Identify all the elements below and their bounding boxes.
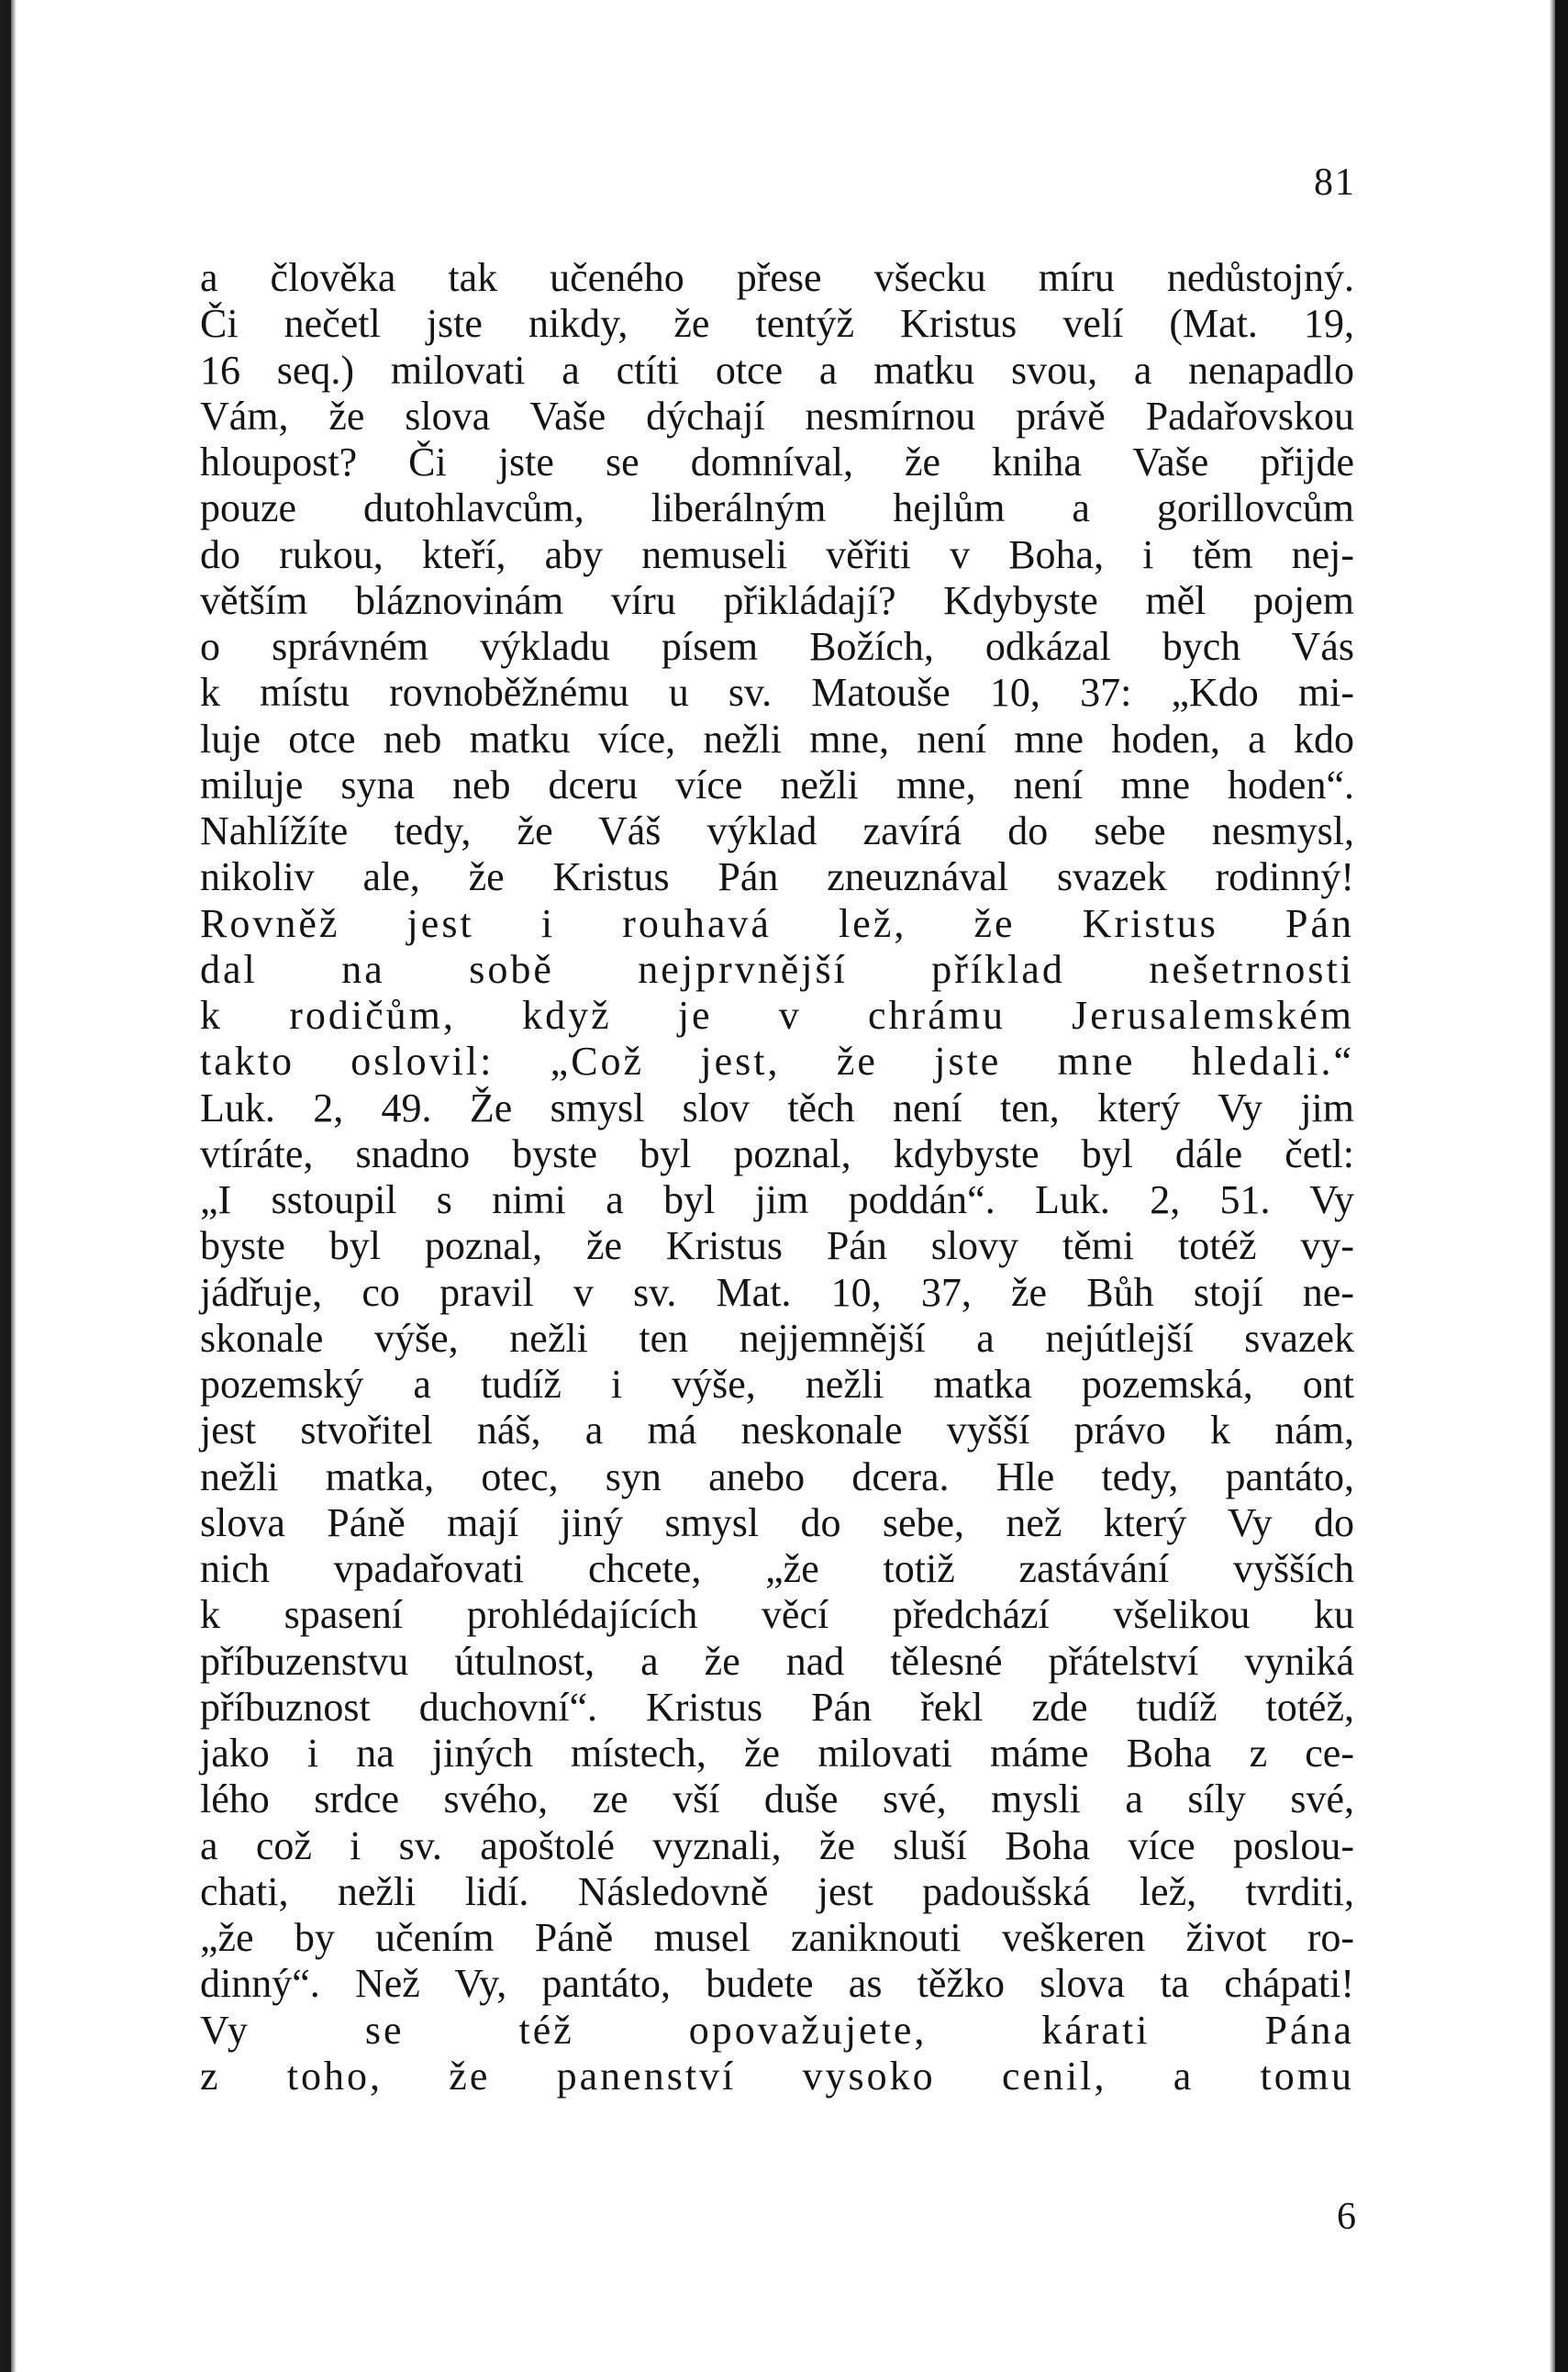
text-line: k rodičům, když je v chrámu Jerusalemském xyxy=(200,993,1354,1038)
text-line: větším bláznovinám víru přikládají? Kdybyste měl pojem xyxy=(200,577,1354,623)
text-line: Nahlížíte tedy, že Váš výklad zavírá do sebe nesmysl, xyxy=(200,808,1354,853)
text-line: jako i na jiných místech, že milovati máme Boha z ce- xyxy=(200,1731,1354,1776)
text-line: a což i sv. apoštolé vyznali, že sluší Boha více poslou- xyxy=(200,1822,1354,1868)
text-line: nich vpadařovati chcete, „že totiž zastávání vyšších xyxy=(200,1546,1354,1591)
text-line: pozemský a tudíž i výše, nežli matka pozemská, ont xyxy=(200,1362,1354,1407)
text-line: lého srdce svého, ze vší duše své, mysli a síly své, xyxy=(200,1776,1354,1822)
text-line: luje otce neb matku více, nežli mne, není mne hoden, a kdo xyxy=(200,716,1354,762)
text-line: jest stvořitel náš, a má neskonale vyšší právo k nám, xyxy=(200,1408,1354,1453)
text-line: Luk. 2, 49. Že smysl slov těch není ten, který Vy jim xyxy=(200,1085,1354,1130)
scan-border-left xyxy=(0,0,11,2372)
text-line: k spasení prohlédajících věcí předchází všelikou ku xyxy=(200,1592,1354,1638)
text-line: byste byl poznal, že Kristus Pán slovy těmi totéž vy- xyxy=(200,1223,1354,1269)
text-line: Či nečetl jste nikdy, že tentýž Kristus velí (Mat. 19, xyxy=(200,301,1354,347)
text-line: 16 seq.) milovati a ctíti otce a matku svou, a nenapadlo xyxy=(200,347,1354,393)
text-line: příbuznost duchovní“. Kristus Pán řekl zde tudíž totéž, xyxy=(200,1684,1354,1730)
text-line: do rukou, kteří, aby nemuseli věřiti v Boha, i těm nej- xyxy=(200,531,1354,577)
text-line: pouze dutohlavcům, liberálným hejlům a gorillovcům xyxy=(200,485,1354,531)
page-edge-left xyxy=(11,0,17,2372)
text-line: Rovněž jest i rouhavá lež, že Kristus Pán xyxy=(200,900,1354,946)
text-line: „že by učením Páně musel zaniknouti veškeren život ro- xyxy=(200,1915,1354,1960)
text-line: nikoliv ale, že Kristus Pán zneuznával svazek rodinný! xyxy=(200,854,1354,900)
text-line: nežli matka, otec, syn anebo dcera. Hle tedy, pantáto, xyxy=(200,1453,1354,1499)
text-line: dinný“. Než Vy, pantáto, budete as těžko slova ta chápati! xyxy=(200,1961,1354,2007)
text-line: hloupost? Či jste se domníval, že kniha Vaše přijde xyxy=(200,440,1354,484)
page-number: 81 xyxy=(1314,161,1356,204)
text-line: jádřuje, co pravil v sv. Mat. 10, 37, že Bůh stojí ne- xyxy=(200,1269,1354,1315)
text-line: skonale výše, nežli ten nejjemnější a nejútlejší svazek xyxy=(200,1315,1354,1361)
text-line: vtíráte, snadno byste byl poznal, kdybyste byl dále četl: xyxy=(200,1130,1354,1176)
text-line: Vy se též opovažujete, kárati Pána xyxy=(200,2007,1354,2053)
body-text xyxy=(200,255,1354,2099)
text-line: a člověka tak učeného přese všecku míru nedůstojný. xyxy=(200,255,1354,300)
text-line: miluje syna neb dceru více nežli mne, není mne hoden“. xyxy=(200,762,1354,807)
text-line: dal na sobě nejprvnější příklad nešetrnosti xyxy=(200,946,1354,992)
text-line: příbuzenstvu útulnost, a že nad tělesné přátelství vyniká xyxy=(200,1638,1354,1684)
scan-border-right xyxy=(1555,0,1568,2372)
text-line: o správném výkladu písem Božích, odkázal bych Vás xyxy=(200,624,1354,669)
text-line: z toho, že panenství vysoko cenil, a tomu xyxy=(200,2053,1354,2099)
text-line: „I sstoupil s nimi a byl jim poddán“. Luk. 2, 51. Vy xyxy=(200,1177,1354,1222)
page-edge-right xyxy=(1550,0,1555,2372)
text-line: Vám, že slova Vaše dýchají nesmírnou právě Padařovskou xyxy=(200,393,1354,439)
text-line: chati, nežli lidí. Následovně jest padoušská lež, tvrditi, xyxy=(200,1868,1354,1914)
text-line: slova Páně mají jiný smysl do sebe, než který Vy do xyxy=(200,1499,1354,1545)
signature-mark: 6 xyxy=(1337,2196,1356,2238)
text-line: takto oslovil: „Což jest, že jste mne hledali.“ xyxy=(200,1039,1354,1085)
text-line: k místu rovnoběžnému u sv. Matouše 10, 37: „Kdo mi- xyxy=(200,670,1354,716)
